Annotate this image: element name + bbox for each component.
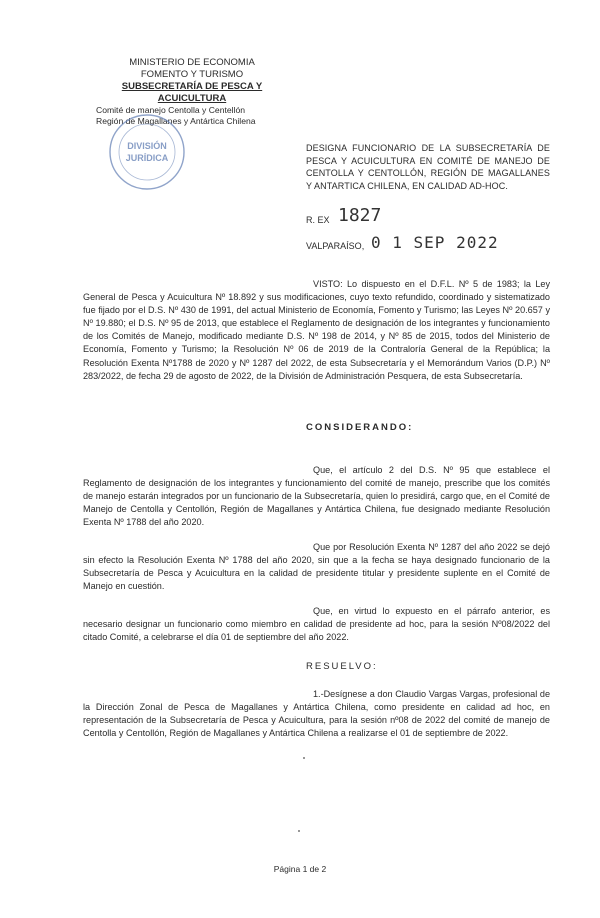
page-footer: Página 1 de 2 <box>273 864 327 874</box>
scan-mark <box>298 830 300 832</box>
resolution-title: DESIGNA FUNCIONARIO DE LA SUBSECRETARÍA DE PESCA Y ACUICULTURA EN COMITÉ DE MANEJO DE CENTOLLA Y CENTOLLÓN, REGIÓN DE MAGALLANES Y ANTARTICA CHILENA, EN CALIDAD AD-HOC. <box>306 143 550 191</box>
rex-label: R. EX <box>306 215 330 225</box>
ministry-subname: FOMENTO Y TURISMO <box>140 69 244 80</box>
division-juridica-stamp <box>107 112 187 192</box>
considerando-paragraph-1: Que, el artículo 2 del D.S. Nº 95 que establece el Reglamento de designación de los integrantes y funcionamiento del comité de manejo, prescribe que los comités de manejo estarán integrados por un funcionario de la Subsecretaría, quien lo presidirá, cargo que, en el Comité de Manejo de Centolla y Centollón, Región de Magallanes y Antártica Chilena, fue designado mediante Resolución Exenta Nº 1788 del año 2020. <box>83 465 550 528</box>
considerando-paragraph-2: Que por Resolución Exenta Nº 1287 del año 2022 se dejó sin efecto la Resolución Exenta Nº 1788 del año 2020, sin que a la fecha se haya designado funcionario de la Subsecretaría de Pesca y Acuicultura en la calidad de presidente titular y presidente suplente en el Comité de Manejo en cuestión. <box>83 542 550 592</box>
ministry-name: MINISTERIO DE ECONOMIA <box>129 57 255 68</box>
rex-number: 1827 <box>338 205 382 226</box>
considerando-paragraph-3: Que, en virtud lo expuesto en el párrafo anterior, es necesario designar un funcionario como miembro en calidad de presidente ad hoc, para la sesión Nº08/2022 del citado Comité, a celebrarse el día 01 de septiembre del año 2022. <box>83 606 550 643</box>
subsecretary-name: SUBSECRETARÍA DE PESCA Y ACUICULTURA <box>121 81 263 104</box>
date-stamp: 0 1 SEP 2022 <box>371 233 499 252</box>
region-name: Región de Magallanes y Antártica Chilena <box>96 116 256 126</box>
place-label: VALPARAÍSO, <box>306 241 365 251</box>
stamp-line-2: JURÍDICA <box>125 153 169 163</box>
resuelvo-heading: RESUELVO: <box>306 661 378 672</box>
stamp-line-1: DIVISIÓN <box>127 141 167 151</box>
resuelvo-paragraph-1: 1.-Desígnese a don Claudio Vargas Vargas, profesional de la Dirección Zonal de Pesca de Magallanes y Antártica Chilena, como presidente en calidad ad hoc, en representación de la Subsecretaría de Pesca y Acuicultura, para la sesión nº08 de 2022 del comité de manejo de Centolla y Centollón, Región de Magallanes y Antártica Chilena a realizarse el 01 de septiembre de 2022. <box>83 689 550 739</box>
committee-name: Comité de manejo Centolla y Centellón <box>96 105 246 115</box>
considerando-heading: CONSIDERANDO: <box>306 422 414 433</box>
visto-paragraph: VISTO: Lo dispuesto en el D.F.L. Nº 5 de 1983; la Ley General de Pesca y Acuicultura Nº 18.892 y sus modificaciones, cuyo texto refundido, coordinado y sistematizado fue fijado por el D.S. Nº 430 de 1991, del actual Ministerio de Economía, Fomento y Turismo; las Leyes Nº 20.657 y Nº 19.880; el D.S. Nº 95 de 2013, que establece el Reglamento de designación de los integrantes y funcionamiento de los Comités de Manejo, modificado mediante D.S. Nº 198 de 2014, y Nº 85 de 2015, todos del Ministerio de Economía, Fomento y Turismo; la Resolución Nº 06 de 2019 de la Contraloría General de la República; la Resolución Exenta Nº1788 de 2020 y Nº 1287 del 2022, de esta Subsecretaría y el Memorándum Varios (D.P.) Nº 283/2022, de fecha 29 de agosto de 2022, de la División de Administración Pesquera, de esta Subsecretaría. <box>83 279 550 381</box>
scan-mark <box>303 757 305 759</box>
